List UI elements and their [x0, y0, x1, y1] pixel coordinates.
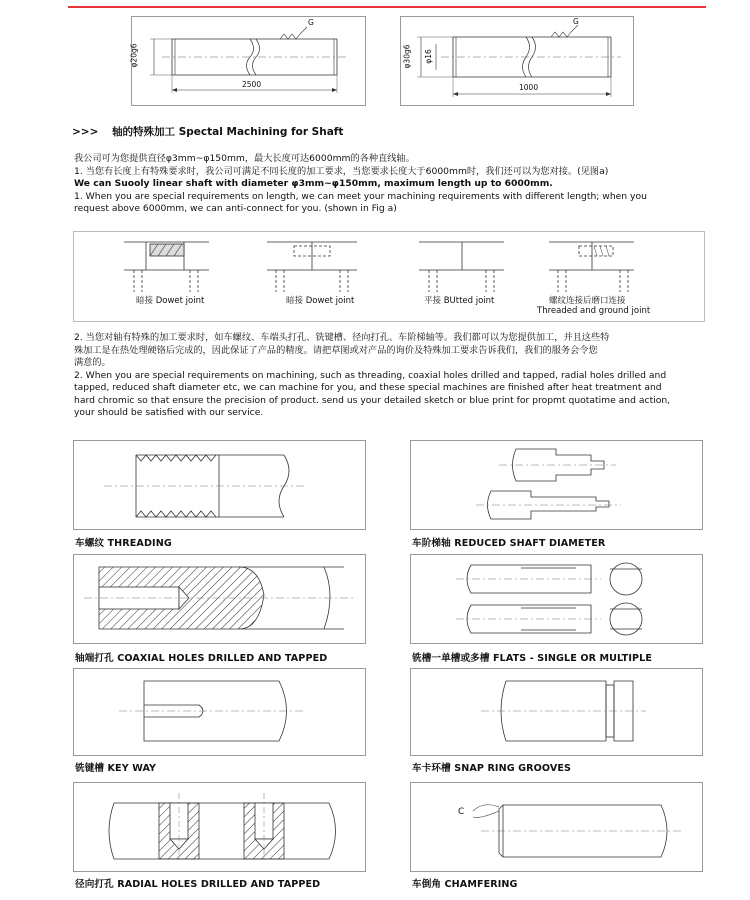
shaft-length-drawing-right: [401, 17, 633, 105]
snap-ring-panel: [410, 668, 703, 756]
joint-label: 暗接 Dowet joint: [136, 296, 205, 306]
heading-prefix: >>>: [72, 126, 99, 138]
intro-line: request above 6000mm, we can anti-connect for you. (shown in Fig a): [74, 203, 397, 214]
shaft-length-diagram-left: [131, 16, 366, 106]
para2-line: hard chromic so that ensure the precision of product. send us your detailed sketch or blue print for propmt quotatime and action,: [74, 394, 671, 406]
joint-label: 暗接 Dowet joint: [286, 296, 355, 306]
para2-line: 殊加工是在热处理硬铬后完成的，因此保证了产品的精度。请把草图或对产品的询价及特殊加工要求告诉我们，我们的服务会令您: [74, 344, 598, 356]
dimension-diameter-inner-right: φ16: [423, 49, 433, 64]
machining-caption: 径向打孔 RADIAL HOLES DRILLED AND TAPPED: [75, 879, 321, 890]
joint-label: 平接 BUtted joint: [424, 296, 495, 306]
reduced-diameter-drawing: [411, 441, 702, 529]
para2-line: 2. When you are special requirements on machining, such as threading, coaxial holes drilled and tapped, radial holes drilled and: [74, 369, 667, 381]
dimension-length-left: 2500: [242, 80, 262, 89]
para2-line: 满意的。: [74, 357, 111, 368]
threading-panel: [73, 440, 366, 530]
dimension-diameter-left: φ20g6: [129, 43, 139, 68]
heading-text: 轴的特殊加工 Spectal Machining for Shaft: [112, 126, 344, 138]
coaxial-holes-panel: [73, 554, 366, 644]
para2-line: your should be satisfied with our service.: [74, 407, 264, 418]
machining-paragraph: [74, 332, 670, 420]
top-red-rule: [68, 6, 706, 8]
intro-paragraph: [74, 153, 647, 216]
g-label-left: G: [308, 18, 314, 27]
section-heading: [72, 124, 343, 139]
coaxial-holes-drawing: [74, 555, 365, 643]
para2-line: 2. 当您对轴有特殊的加工要求时，如车螺纹、车端头打孔、铣键槽、径向打孔、车阶梯轴等。我们都可以为您提供加工，并且这些特: [74, 332, 610, 343]
para2-line: tapped, reduced shaft diameter etc, we can machine for you, and these special machines are finished after heat treatment and: [74, 382, 662, 393]
dimension-diameter-outer-right: φ30g6: [402, 44, 412, 69]
radial-holes-panel: [73, 782, 366, 872]
threading-drawing: [74, 441, 365, 529]
machining-caption: 车阶梯轴 REDUCED SHAFT DIAMETER: [412, 538, 606, 549]
machining-caption: 铣槽一单槽或多槽 FLATS - SINGLE OR MULTIPLE: [412, 653, 652, 664]
shaft-length-diagram-right: [400, 16, 634, 106]
flats-panel: [410, 554, 703, 644]
joint-types-panel: [73, 231, 705, 322]
radial-holes-drawing: [74, 783, 365, 871]
intro-line: We can Suooly linear shaft with diameter φ3mm~φ150mm, maximum length up to 6000mm.: [74, 178, 553, 189]
machining-caption: 车螺纹 THREADING: [75, 538, 172, 549]
intro-line: 1. When you are special requirements on length, we can meet your machining requirements with different length; when you: [74, 190, 647, 202]
shaft-length-drawing-left: [129, 17, 365, 105]
intro-line: 我公司可为您提供直径φ3mm~φ150mm，最大长度可达6000mm的各种直线轴。: [74, 153, 415, 164]
machining-caption: 轴端打孔 COAXIAL HOLES DRILLED AND TAPPED: [75, 653, 328, 664]
keyway-panel: [73, 668, 366, 756]
machining-caption: 车卡环槽 SNAP RING GROOVES: [412, 763, 572, 774]
machining-caption: 铣键槽 KEY WAY: [75, 763, 157, 774]
flats-drawing: [411, 555, 702, 643]
dimension-length-right: 1000: [519, 83, 539, 92]
g-label-right: G: [573, 17, 579, 26]
machining-caption: 车倒角 CHAMFERING: [412, 879, 518, 890]
chamfering-panel: [410, 782, 703, 872]
keyway-drawing: [74, 669, 365, 755]
reduced-diameter-panel: [410, 440, 703, 530]
chamfer-c-label: C: [458, 807, 465, 817]
joint-label: 螺纹连接后磨口连接: [549, 296, 626, 306]
intro-line: 1. 当您有长度上有特殊要求时，我公司可满足不同长度的加工要求，当您要求长度大于6000mm时，我们还可以为您对接。(见图a): [74, 165, 609, 177]
joint-label-secondary: Threaded and ground joint: [537, 306, 651, 316]
chamfering-drawing: [411, 783, 702, 871]
snap-ring-drawing: [411, 669, 702, 755]
